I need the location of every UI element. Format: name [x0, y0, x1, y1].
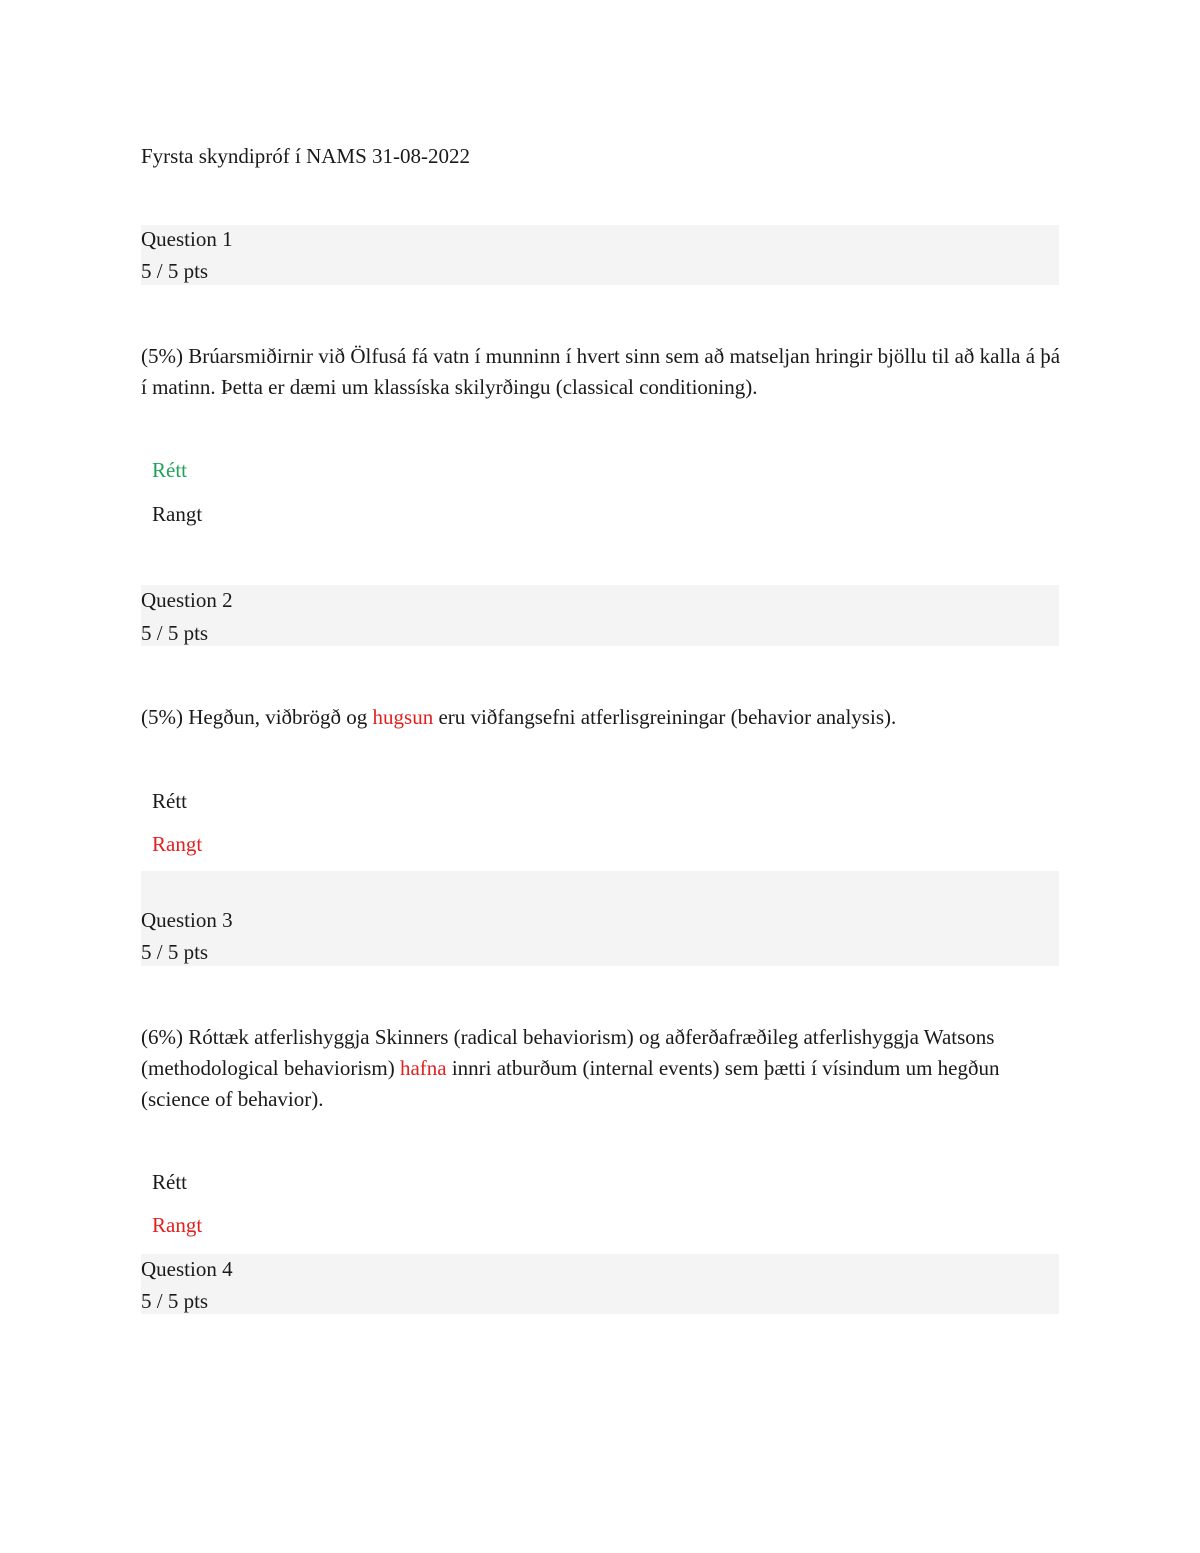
question-header: [141, 225, 1059, 285]
question-text-before: (6%) Róttæk atferlishyggja Skinners (radical behaviorism) og aðferðafræðileg atferlishyggja Watsons (methodological behaviorism): [141, 1025, 995, 1080]
question-text-after: eru viðfangsefni atferlisgreiningar (behavior analysis).: [433, 705, 897, 729]
question-label: Question 1: [141, 227, 233, 251]
question-label: Question 2: [141, 588, 233, 612]
answer-option[interactable]: Rangt: [152, 502, 203, 526]
answer-option-correct-selected[interactable]: Rétt: [152, 458, 187, 482]
question-label: Question 4: [141, 1257, 233, 1281]
answer-option-incorrect-selected[interactable]: Rangt: [152, 832, 203, 856]
answer-option-incorrect-selected[interactable]: Rangt: [152, 1213, 203, 1237]
page-title: Fyrsta skyndipróf í NAMS 31-08-2022: [141, 144, 470, 168]
question-text-before: (5%) Brúarsmiðirnir við Ölfusá fá vatn í munninn í hvert sinn sem að matseljan hringir bjöllu til að kalla á þá í matinn. Þetta er dæmi um klassíska skilyrðingu (classical conditioning).: [141, 344, 1061, 399]
question-text: [141, 1022, 1061, 1115]
question-score: 5 / 5 pts: [141, 940, 209, 964]
question-header: [141, 1254, 1059, 1314]
question-text-highlight: hugsun: [372, 705, 434, 729]
question-score: 5 / 5 pts: [141, 1289, 209, 1313]
question-text-after: innri atburðum (internal events) sem þætti í vísindum um hegðun (science of behavior).: [141, 1056, 1000, 1111]
question-score: 5 / 5 pts: [141, 259, 209, 283]
question-text-before: (5%) Hegðun, viðbrögð og: [141, 705, 373, 729]
question-label: Question 3: [141, 908, 233, 932]
question-text: [141, 341, 1061, 403]
answer-option[interactable]: Rétt: [152, 1170, 187, 1194]
question-text: [141, 702, 1061, 733]
question-text-highlight: hafna: [399, 1056, 447, 1080]
question-score: 5 / 5 pts: [141, 621, 209, 645]
question-header: [141, 585, 1059, 646]
answer-option[interactable]: Rétt: [152, 789, 187, 813]
question-header: [141, 871, 1059, 966]
